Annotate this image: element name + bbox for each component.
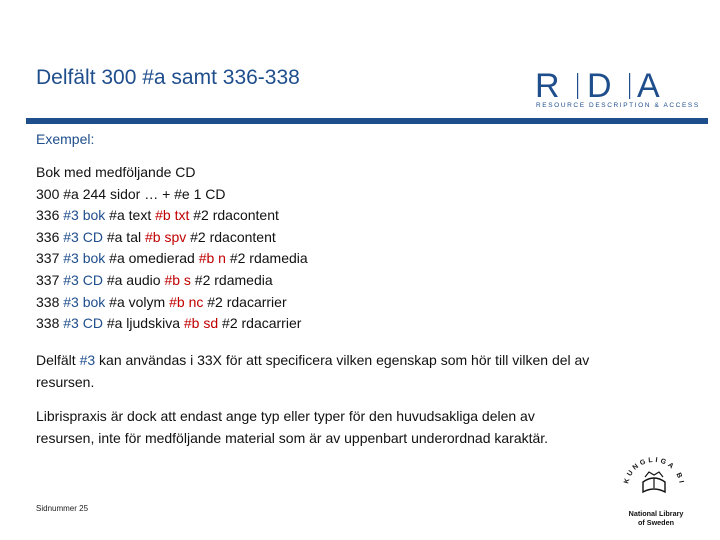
- svg-text:KUNGLIGA BIBLIOTEKET: KUNGLIGA BI: [623, 456, 685, 486]
- subfield-code: #3: [79, 352, 96, 368]
- slide-subtitle: Exempel:: [36, 131, 95, 147]
- kb-logo-line1: National Library: [628, 509, 684, 518]
- paragraph-33x-subfield: [36, 350, 636, 393]
- rda-logo-letter-r: R: [535, 68, 560, 102]
- example-line: 337 #3 CD #a audio #b s #2 rdamedia: [36, 271, 273, 288]
- paragraph-text-before: Delfält: [36, 352, 80, 368]
- example-line: 338 #3 CD #a ljudskiva #b sd #2 rdacarrier: [36, 315, 302, 332]
- kb-logo-text: [616, 510, 696, 527]
- example-line: 336 #3 bok #a text #b txt #2 rdacontent: [36, 207, 279, 224]
- paragraph-text-after: kan användas i 33X för att specificera vilken egenskap som hör till vilken del av resursen.: [36, 352, 590, 390]
- slide-title: Delfält 300 #a samt 336-338: [36, 66, 300, 89]
- title-divider: [26, 118, 708, 124]
- example-line: 300 #a 244 sidor … + #e 1 CD: [36, 185, 226, 202]
- example-line: Bok med medföljande CD: [36, 164, 196, 180]
- example-line: 337 #3 bok #a omedierad #b n #2 rdamedia: [36, 250, 308, 267]
- rda-logo-tagline: RESOURCE DESCRIPTION & ACCESS: [536, 102, 700, 109]
- rda-logo-letter-d: D: [587, 68, 612, 102]
- example-list: [36, 162, 308, 335]
- paragraph-libris-practice: Librispraxis är dock att endast ange typ eller typer för den huvudsakliga delen av resursen, inte för medföljande material som är av uppenbart underordnad karaktär.: [36, 408, 549, 446]
- kb-logo-line2: of Sweden: [638, 517, 674, 527]
- example-line: 338 #3 bok #a volym #b nc #2 rdacarrier: [36, 293, 287, 310]
- rda-logo-letter-a: A: [637, 68, 660, 102]
- kb-seal-logo: [618, 448, 690, 508]
- slide-number: Sidnummer 25: [36, 504, 89, 513]
- example-line: 336 #3 CD #a tal #b spv #2 rdacontent: [36, 228, 276, 245]
